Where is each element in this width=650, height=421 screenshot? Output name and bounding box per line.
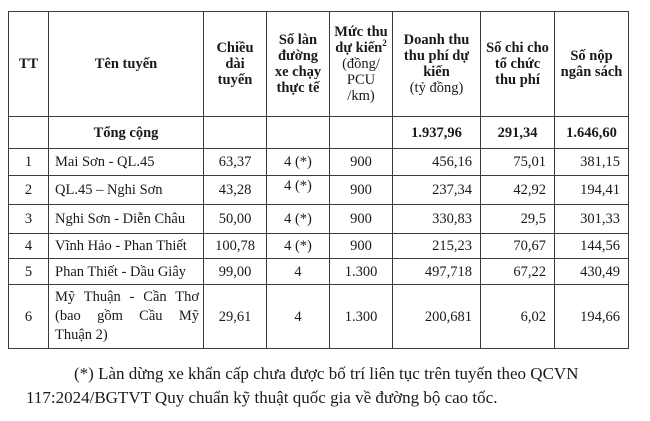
cell-expense: 6,02 — [481, 285, 555, 349]
header-revenue — [393, 12, 481, 117]
table-row — [9, 205, 629, 234]
cell-expense: 67,22 — [481, 259, 555, 285]
cell-tt: 5 — [9, 259, 49, 285]
cell-revenue: 200,681 — [393, 285, 481, 349]
cell-expense: 42,92 — [481, 176, 555, 205]
footnote-line-2: 117:2024/BGTVT Quy chuẩn kỹ thuật quốc gia về đường bộ cao tốc. — [26, 388, 498, 407]
cell-rate: 900 — [330, 149, 393, 176]
cell-lanes: 4 (*) — [267, 149, 330, 176]
cell-length: 50,00 — [204, 205, 267, 234]
cell-lanes: 4 (*) — [267, 234, 330, 259]
cell-length: 43,28 — [204, 176, 267, 205]
header-row — [9, 12, 629, 117]
cell-rate: 900 — [330, 234, 393, 259]
total-expense: 291,34 — [481, 117, 555, 149]
cell-revenue: 497,718 — [393, 259, 481, 285]
cell-length: 63,37 — [204, 149, 267, 176]
cell-lanes: 4 — [267, 285, 330, 349]
cell-rate: 900 — [330, 176, 393, 205]
total-revenue: 1.937,96 — [393, 117, 481, 149]
cell-route: Phan Thiết - Dầu Giây — [49, 259, 204, 285]
total-budget: 1.646,60 — [555, 117, 629, 149]
total-rate — [330, 117, 393, 149]
cell-expense: 75,01 — [481, 149, 555, 176]
cell-revenue: 237,34 — [393, 176, 481, 205]
cell-route: QL.45 – Nghi Sơn — [49, 176, 204, 205]
header-tt: TT — [9, 12, 49, 117]
header-revenue-main: Doanh thu thu phí dự kiến — [403, 32, 470, 80]
cell-revenue: 456,16 — [393, 149, 481, 176]
footnote — [26, 362, 626, 410]
cell-length: 99,00 — [204, 259, 267, 285]
cell-rate: 1.300 — [330, 285, 393, 349]
cell-tt: 1 — [9, 149, 49, 176]
header-expense: Số chi cho tổ chức thu phí — [481, 12, 555, 117]
cell-budget: 144,56 — [555, 234, 629, 259]
cell-revenue: 215,23 — [393, 234, 481, 259]
header-rate — [330, 12, 393, 117]
cell-tt: 2 — [9, 176, 49, 205]
header-rate-main: Mức thu dự kiến — [334, 24, 388, 56]
cell-expense: 70,67 — [481, 234, 555, 259]
cell-length: 29,61 — [204, 285, 267, 349]
table-row — [9, 176, 629, 205]
cell-lanes: 4 — [267, 259, 330, 285]
cell-lanes — [267, 176, 330, 205]
header-lanes: Số làn đường xe chạy thực tế — [267, 12, 330, 117]
cell-route: Vĩnh Hảo - Phan Thiết — [49, 234, 204, 259]
cell-length: 100,78 — [204, 234, 267, 259]
cell-budget: 301,33 — [555, 205, 629, 234]
header-route: Tên tuyến — [49, 12, 204, 117]
table-row — [9, 234, 629, 259]
header-length: Chiều dài tuyến — [204, 12, 267, 117]
total-tt — [9, 117, 49, 149]
total-length — [204, 117, 267, 149]
cell-tt: 3 — [9, 205, 49, 234]
table-row — [9, 285, 629, 349]
cell-budget: 430,49 — [555, 259, 629, 285]
cell-lanes-text: 4 (*) — [284, 178, 312, 194]
cell-expense: 29,5 — [481, 205, 555, 234]
cell-lanes: 4 (*) — [267, 205, 330, 234]
cell-budget: 194,41 — [555, 176, 629, 205]
total-lanes — [267, 117, 330, 149]
header-rate-sup: 2 — [382, 38, 387, 49]
table-row — [9, 259, 629, 285]
cell-rate: 1.300 — [330, 259, 393, 285]
cell-revenue: 330,83 — [393, 205, 481, 234]
header-budget: Số nộp ngân sách — [555, 12, 629, 117]
footnote-line-1: (*) Làn dừng xe khẩn cấp chưa được bố trí liên tục trên tuyến theo QCVN — [74, 364, 579, 383]
header-rate-unit: (đồng/ PCU /km) — [342, 56, 380, 104]
cell-tt: 6 — [9, 285, 49, 349]
cell-budget: 381,15 — [555, 149, 629, 176]
cell-route: Mỹ Thuận - Cần Thơ (bao gồm Cầu Mỹ Thuận 2) — [49, 285, 204, 349]
total-label: Tổng cộng — [49, 117, 204, 149]
cell-rate: 900 — [330, 205, 393, 234]
cell-route: Mai Sơn - QL.45 — [49, 149, 204, 176]
cell-route: Nghi Sơn - Diễn Châu — [49, 205, 204, 234]
table-row — [9, 149, 629, 176]
toll-fee-table — [8, 11, 629, 349]
header-revenue-unit: (tỷ đồng) — [409, 80, 464, 96]
cell-tt: 4 — [9, 234, 49, 259]
total-row — [9, 117, 629, 149]
cell-budget: 194,66 — [555, 285, 629, 349]
